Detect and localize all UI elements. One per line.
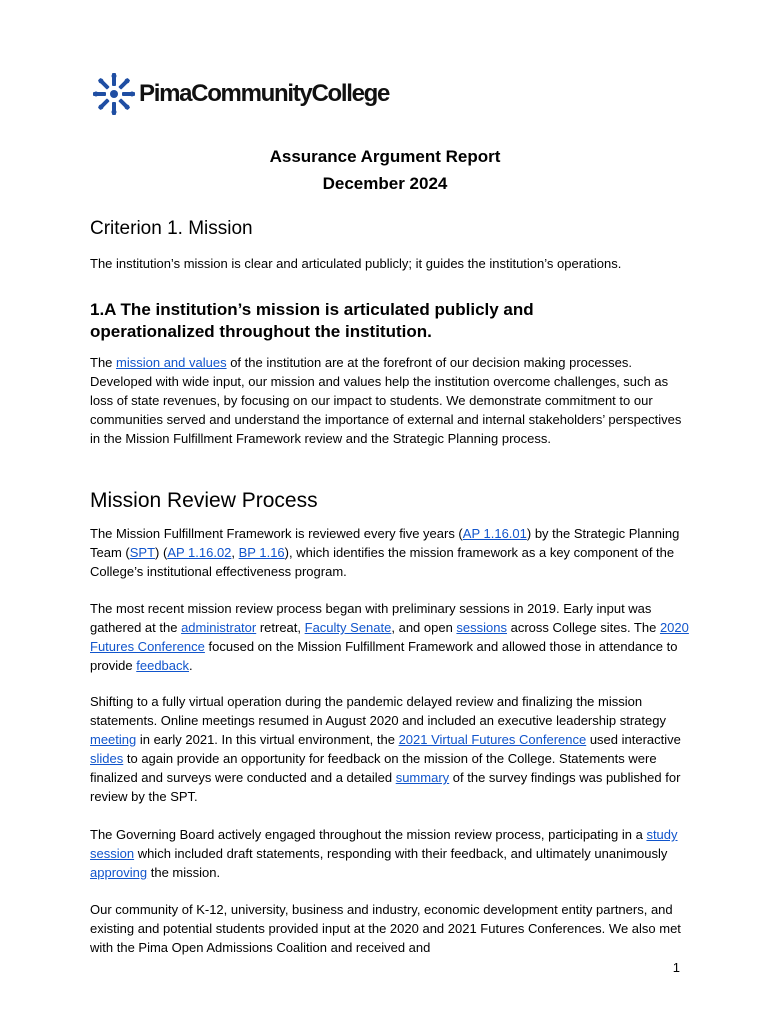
mission-review-paragraph-2 [90,599,690,675]
futures-conference-2020-link[interactable]: 2020 Futures Conference [90,620,689,654]
text-run: . [189,658,193,673]
approving-link[interactable]: approving [90,865,148,880]
virtual-futures-conference-2021-link[interactable]: 2021 Virtual Futures Conference [398,732,587,747]
text-run: which included draft statements, responding with their feedback, and ultimately unanimously [134,846,668,861]
text-run: The most recent mission review process began with preliminary sessions in 2019. Early input was gathered at the [90,601,652,635]
text-run: The [90,355,117,370]
mission-review-paragraph-1 [90,524,690,581]
text-run: ), which identifies the mission framework as a key component of the College’s institutional effectiveness program. [90,545,675,579]
mission-review-paragraph-3 [90,692,690,806]
mission-review-paragraph-5 [90,900,690,957]
text-run: used interactive [586,732,681,747]
text-run: of the survey findings was published for review by the SPT. [90,770,681,804]
pima-logo-icon [92,72,136,116]
text-run: , [231,545,239,560]
criterion-heading: Criterion 1. Mission [90,218,253,239]
text-run: ) by the Strategic Planning Team ( [90,526,680,560]
text-run: , and open [391,620,457,635]
ap-1-16-02-link[interactable]: AP 1.16.02 [167,545,232,560]
mission-review-paragraph-4 [90,825,690,882]
ap-1-16-01-link[interactable]: AP 1.16.01 [462,526,527,541]
meeting-link[interactable]: meeting [90,732,137,747]
mission-review-heading: Mission Review Process [90,489,318,512]
spt-link[interactable]: SPT [129,545,156,560]
summary-link[interactable]: summary [395,770,450,785]
text-run: Our community of K-12, university, business and industry, economic development entity partners, and existing and potential students provided input at the 2020 and 2021 Futures Conferences. We also met with the Pima Open Admissions Coalition and received and [90,902,681,955]
feedback-link[interactable]: feedback [136,658,190,673]
text-run: The Governing Board actively engaged throughout the mission review process, participating in a [90,827,647,842]
college-logo [92,72,389,116]
mission-and-values-link[interactable]: mission and values [116,355,227,370]
administrator-link[interactable]: administrator [181,620,257,635]
text-run: to again provide an opportunity for feedback on the mission of the College. Statements were finalized and surveys were conducted and a detailed [90,751,657,785]
text-run: in early 2021. In this virtual environment, the [136,732,399,747]
slides-link[interactable]: slides [90,751,124,766]
section-1a-paragraph [90,353,690,448]
page-number: 1 [672,960,680,975]
text-run: across College sites. The [507,620,660,635]
text-run: of the institution are at the forefront of our decision making processes. Developed with wide input, our mission and values help the institution overcome challenges, such as loss of state revenues, by focusing on our impact to students. We demonstrate commitment to our communities served and understand the importance of external and internal stakeholders’ perspectives in the Mission Fulfillment Framework review and the Strategic Planning process. [90,355,682,446]
text-run: ) ( [155,545,168,560]
text-run: retreat, [256,620,305,635]
text-run: focused on the Mission Fulfillment Framework and allowed those in attendance to provide [90,639,678,673]
logo-text: PimaCommunityCollege [139,80,390,107]
text-run: the mission. [147,865,221,880]
report-title: Assurance Argument Report [269,147,501,166]
report-date: December 2024 [322,174,448,193]
study-session-link[interactable]: study session [90,827,678,861]
text-run: Shifting to a fully virtual operation during the pandemic delayed review and finalizing the mission statements. Online meetings resumed in August 2020 and included an executive leadership strategy [90,694,666,728]
section-1a-heading: 1.A The institution’s mission is articulated publicly and operationalized throughout the institution. [90,300,534,341]
text-run: The Mission Fulfillment Framework is reviewed every five years ( [90,526,463,541]
faculty-senate-link[interactable]: Faculty Senate [304,620,392,635]
criterion-statement: The institution’s mission is clear and articulated publicly; it guides the institution’s operations. [90,256,622,271]
sessions-link[interactable]: sessions [456,620,507,635]
bp-1-16-link[interactable]: BP 1.16 [238,545,285,560]
